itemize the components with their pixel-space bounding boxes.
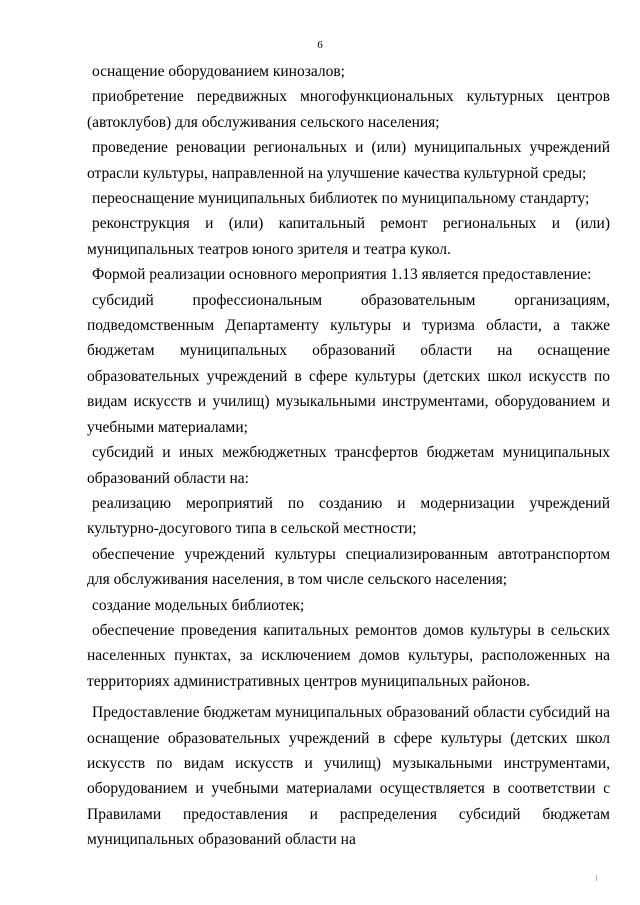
margin-mark	[596, 875, 597, 881]
paragraph-rekonstrukciya-teatrov: реконструкция и (или) капитальный ремонт региональных и (или) муниципальных театров юного зрителя и театра кукол.	[87, 215, 610, 258]
page-number: 6	[317, 39, 323, 51]
paragraph-predostavlenie-subsidiy: Предоставление бюджетам муниципальных образований области субсидий на оснащение образовательных учреждений в сфере культуры (детских школ искусств по видам искусств и училищ) музыкальными инструментами, оборудованием и учебными материалами осуществляется в соответствии с Правилами предоставления и распределения субсидий бюджетам муниципальных образований области на	[87, 704, 610, 849]
paragraph-forma-realizacii: Формой реализации основного мероприятия 1.13 является предоставление:	[92, 266, 592, 284]
paragraph-avtotransport: обеспечение учреждений культуры специализированным автотранспортом для обслуживания населения, в том числе сельского населения;	[87, 545, 610, 589]
paragraph-kapitalnye-remonty: обеспечение проведения капитальных ремонтов домов культуры в сельских населенных пунктах, за исключением домов культуры, расположенных на территориях административных центров муниципальных районов.	[87, 621, 610, 690]
document-body	[87, 59, 610, 853]
paragraph-renovaciya: проведение реновации региональных и (или) муниципальных учреждений отрасли культуры, направленной на улучшение качества культурной среды;	[87, 139, 610, 182]
paragraph-subsidii-obrazovatelnym: субсидий профессиональным образовательным организациям, подведомственным Департаменту культуры и туризма области, а также бюджетам муниципальных образований области на оснащение образовательных учреждений в сфере культуры (детских школ искусств по видам искусств и училищ) музыкальными инструментами, оборудованием и учебными материалами;	[87, 291, 610, 436]
paragraph-kinozaly: оснащение оборудованием кинозалов;	[92, 63, 345, 80]
paragraph-modelnye-biblioteki: создание модельных библиотек;	[92, 596, 305, 614]
paragraph-mezhbyudzhetnye-transferty: субсидий и иных межбюджетных трансфертов бюджетам муниципальных образований области на:	[87, 444, 610, 487]
paragraph-biblioteki-standart: переоснащение муниципальных библиотек по муниципальному стандарту;	[92, 190, 590, 208]
paragraph-avtokluby: приобретение передвижных многофункциональных культурных центров (автоклубов) для обслуживания сельского населения;	[87, 88, 610, 131]
paragraph-kulturno-dosugovye: реализацию мероприятий по созданию и модернизации учреждений культурно-досугового типа в сельской местности;	[87, 494, 610, 538]
